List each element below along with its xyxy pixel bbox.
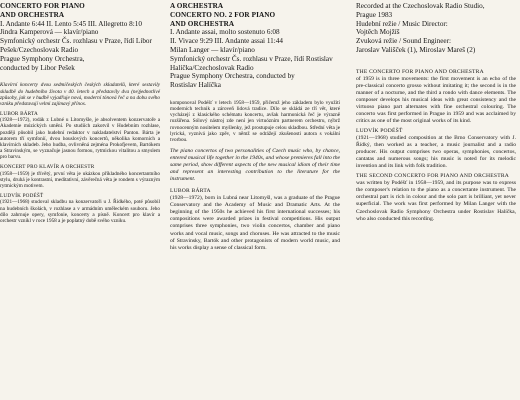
composer-bio: (1928—1972), rodák z Lubné u Litomyšle, je absolventem konzervatoře a Akademie múzických umění. Po studiích zakotvil v Hudebním rozhlase, později působil jako hudební redaktor v nakladatelství Panton. Bárta je autorem tří symfonií, dvou houslových koncertů, několika komorních a klavírních skladeb. Jeho hudba, ovlivněná zejména Prokofjevem, Bartókem a Stravinským, se vyznačuje jasnou formou, rytmickou vitalitou a smyslem pro barvu. <box>0 117 160 161</box>
intro-text-english: The piano concertos of two personalities of Czech music who, by chance, entered musical life together in the 1940s, and whose premieres fall into the same period, show different aspects of the new musical idiom of their time and represent an interesting contribution to the literature for the instrument. <box>170 148 340 183</box>
work-title: CONCERTO FOR PIANO AND ORCHESTRA <box>0 2 85 19</box>
concerto-text-english: was written by Podéšť in 1958—1959, and its purpose was to express the composer's relation to the piano as a concertante instrument. The orchestral part is rich in colour and the solo part is brilliant, yet never superficial. The work was first performed by Milan Langer with the Czechoslovak Radio Symphony Orchestra under Rostislav Halíčka, who also conducted this recording. <box>356 180 516 222</box>
composer-heading: LUBOR BÁRTA <box>170 188 211 195</box>
recording-credits: Recorded at the Czechoslovak Radio Studio, Prague 1983 Hudební režie / Music Director: Vojtěch Mojžíš Zvuková režie / Sound Engineer: Jaroslav Vališček (1), Miroslav Mareš (2) <box>356 2 485 54</box>
composer-heading: LUDVÍK PODÉŠŤ <box>356 128 403 135</box>
work-title: A ORCHESTRA CONCERTO NO. 2 FOR PIANO AND ORCHESTRA <box>170 2 276 28</box>
composer-bio-english: (1928—1972), born in Lubná near Litomyšl, was a graduate of the Prague Conservatory and the Academy of Music and Dramatic Arts. At the beginning of the 1950s he achieved his first international successes; his compositions were awarded prizes in festival competitions. His output comprises three symphonies, two violin concertos, chamber and piano works and vocal music, songs and choruses. He was attracted to the music of Stravinsky, Bartók and other protagonists of modern world music, and his works display a sense of classical form. <box>170 195 340 251</box>
column-left <box>0 0 160 224</box>
composer-heading: LUDVÍK PODÉŠŤ <box>0 193 44 200</box>
concerto-heading: KONCERT PRO KLAVÍR A ORCHESTR <box>0 164 95 171</box>
concerto-heading: THE SECOND CONCERTO FOR PIANO AND ORCHESTRA <box>356 173 509 180</box>
track-header <box>170 0 340 90</box>
composer-heading: LUBOR BÁRTA <box>0 111 38 117</box>
column-right <box>356 0 516 223</box>
composer-bio-english: (1921—1968) studied composition at the Brno Conservatory with J. Řídký, then worked as a teacher, a music journalist and a radio producer. His output comprises two operas, symphonies, concertos, cantatas and numerous songs; his music is noted for its melodic invention and its link with folk tradition. <box>356 135 516 170</box>
concerto-heading: THE CONCERTO FOR PIANO AND ORCHESTRA <box>356 68 484 75</box>
intro-text: Klavírní koncerty dvou sedmičeských českých skladatelů, které sestavily skladbě do hudebního života v 40. letech a představily dva (ne)jednotlivé způsoby, jak se v hudbě vyjadřuje nová, moderní tónová řeč a na dobu svého vzniku představují velmi zajímavý přínos. <box>0 82 160 107</box>
work-details: I. Andante 6:44 II. Lento 5:45 III. Allegretto 8:10 Jindra Kamperová — klavír/piano Symfonický orchestr Čs. rozhlasu v Praze, řídí Libor Pešek/Czechoslovak Radio Prague Symphony Orchestra, conducted by Libor Pešek <box>0 19 152 72</box>
czech-text: komponoval Podéšť v letech 1958—1959, přičemž jeho základem bylo využití moderních technik a zároveň lidová tradice. Dílo se skládá ze tří vět, které vycházejí z klasického schématu koncertu, avšak harmonická řeč je výrazně rozšířena. Sólový nástroj zde není jen virtuózním partnerem orchestru, nýbrž rovnocenným nositelem myšlenky, jež prostupuje celou skladbou. Střední věta je lyrická, vyznívá jako zpěv, v němž se odrážejí zkušenosti autora s vokální tvorbou. <box>170 99 340 143</box>
work-details: I. Andante assai, molto sostenuto 6:08 II. Vivace 9:29 III. Andante assai 11:44 Milan Langer — klavír/piano Symfonický orchestr Čs. rozhlasu v Praze, řídí Rostislav Halíčka/Czechoslovak Radio Prague Symphony Orchestra, conducted by Rostislav Halíčka <box>170 28 333 90</box>
column-middle <box>170 0 340 252</box>
concerto-text-english: of 1959 is in three movements: the first movement is an echo of the pre-classical concerto grosso without imitating it; the second is in the manner of a nocturne, and the third a rondo with dance elements. The composer develops his musical ideas with great consistency and the virtuoso piano part alternates with fine orchestral colouring. The concerto was first performed in Prague in 1959 and was acclaimed by critics as one of the most original works of its kind. <box>356 75 516 125</box>
track-header <box>0 0 160 72</box>
concerto-text: (1958—1959) je třívětý, první věta je ukázkou příkladného koncertantního stylu, druhá je kontrastní, meditativní, závěrečná věta je rondem s výrazným rytmickým motivem. <box>0 170 160 189</box>
composer-bio: (1921—1968) studoval skladbu na konzervatoři u J. Řídkého, poté působil na hudebních školách, v rozhlase a v armádním uměleckém souboru. Jeho dílo zahrnuje opery, symfonie, koncerty a písně. Koncert pro klavír a orchestr vznikl v roce 1958 a je poplatný době svého vzniku. <box>0 199 160 224</box>
